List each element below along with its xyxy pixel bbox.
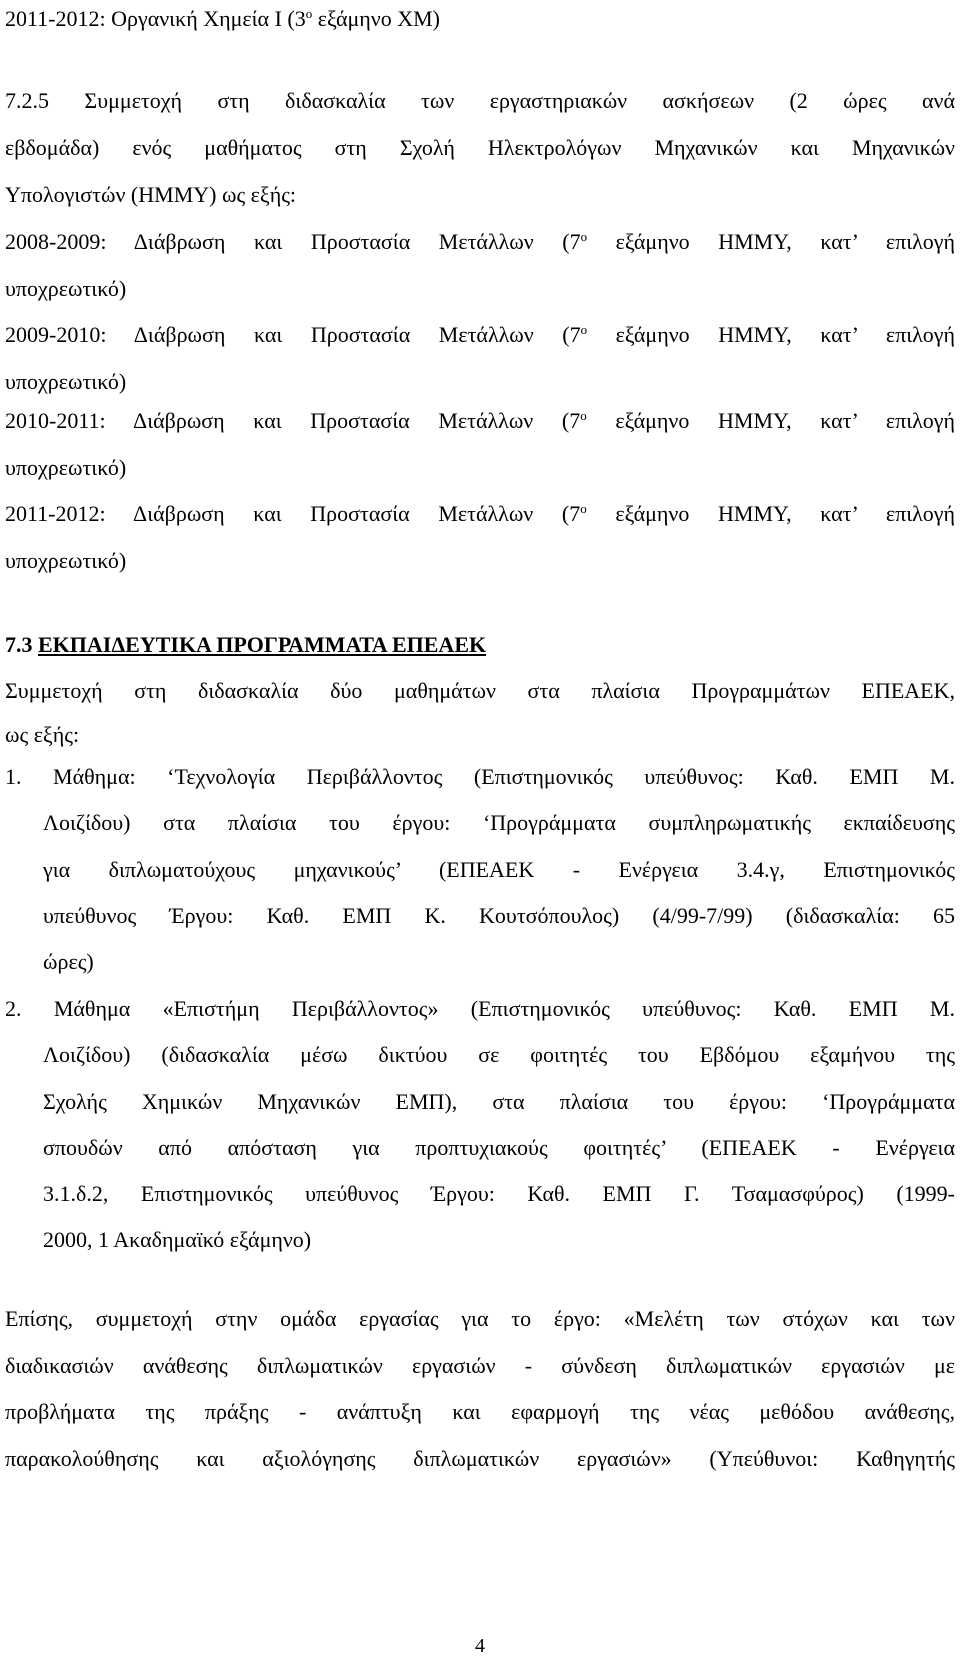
year-entry-continuation: υποχρεωτικό) <box>5 455 127 480</box>
course-item-1-line: υπεύθυνος Έργου: Καθ. ΕΜΠ Κ. Κουτσόπουλος) (4/99-7/99) (διδασκαλία: 65 <box>43 903 955 928</box>
course-item-2-line: Σχολής Χημικών Μηχανικών ΕΜΠ), στα πλαίσια του έργου: ‘Προγράμματα <box>43 1089 955 1114</box>
section-number: 7.3 <box>5 632 33 657</box>
course-item-2-line: 2000, 1 Ακαδημαϊκό εξάμηνο) <box>43 1227 312 1252</box>
course-item-2-line: 3.1.δ.2, Επιστημονικός υπεύθυνος Έργου: Καθ. ΕΜΠ Γ. Τσαμασφύρος) (1999- <box>43 1181 955 1206</box>
course-item-2-line: 2. Μάθημα «Επιστήμη Περιβάλλοντος» (Επιστημονικός υπεύθυνος: Καθ. ΕΜΠ Μ. <box>5 996 955 1021</box>
year-entry-continuation: υποχρεωτικό) <box>5 369 127 394</box>
course-item-1-line: ώρες) <box>43 949 94 974</box>
year-entry-continuation: υποχρεωτικό) <box>5 276 127 301</box>
closing-paragraph-line: Επίσης, συμμετοχή στην ομάδα εργασίας για το έργο: «Μελέτη των στόχων και των <box>5 1306 955 1331</box>
year-entry-line: 2008-2009: Διάβρωση και Προστασία Μετάλλων ($7^o$ εξάμηνο ΗΜΜΥ, κατ’ επιλογή <box>5 229 956 254</box>
semester-course-line <box>5 4 955 34</box>
course-text: 2011-2012: Οργανική Χημεία Ι (3 <box>5 6 306 31</box>
course-item-2-line: Λοιζίδου) (διδασκαλία μέσω δικτύου σε φοιτητές του Εβδόμου εξαμήνου της <box>43 1042 955 1067</box>
course-item-1-line: 1. Μάθημα: ‘Τεχνολογία Περιβάλλοντος (Επιστημονικός υπεύθυνος: Καθ. ΕΜΠ Μ. <box>5 764 955 789</box>
year-entry-line: 2009-2010: Διάβρωση και Προστασία Μετάλλων ($7^o$ εξάμηνο ΗΜΜΥ, κατ’ επιλογή <box>5 322 956 347</box>
course-item-1-line: για διπλωματούχους μηχανικούς’ (ΕΠΕΑΕΚ - Ενέργεια 3.4.γ, Επιστημονικός <box>43 857 955 882</box>
course-text: εξάμηνο ΧΜ) <box>312 6 440 31</box>
section-7-2-5-line: εβδομάδα) ενός μαθήματος στη Σχολή Ηλεκτρολόγων Μηχανικών και Μηχανικών <box>5 135 955 160</box>
course-item-2-line: σπουδών από απόσταση για προπτυχιακούς φοιτητές’ (ΕΠΕΑΕΚ - Ενέργεια <box>43 1135 955 1160</box>
closing-paragraph-line: παρακολούθησης και αξιολόγησης διπλωματικών εργασιών» (Υπεύθυνοι: Καθηγητής <box>5 1446 955 1471</box>
section-7-2-5-line: 7.2.5 Συμμετοχή στη διδασκαλία των εργαστηριακών ασκήσεων (2 ώρες ανά <box>5 88 955 113</box>
year-entry-line: 2011-2012: Διάβρωση και Προστασία Μετάλλων ($7^o$ εξάμηνο ΗΜΜΥ, κατ’ επιλογή <box>5 501 956 526</box>
year-entry-line: 2010-2011: Διάβρωση και Προστασία Μετάλλων ($7^o$ εξάμηνο ΗΜΜΥ, κατ’ επιλογή <box>5 408 956 433</box>
page-number: 4 <box>475 1635 485 1657</box>
section-7-3-intro-line: Συμμετοχή στη διδασκαλία δύο μαθημάτων στα πλαίσια Προγραμμάτων ΕΠΕΑΕΚ, <box>5 678 955 703</box>
course-item-1-line: Λοιζίδου) στα πλαίσια του έργου: ‘Προγράμματα συμπληρωματικής εκπαίδευσης <box>43 810 955 835</box>
section-title: ΕΚΠΑΙΔΕΥΤΙΚΑ ΠΡΟΓΡΑΜΜΑΤΑ ΕΠΕΑΕΚ <box>38 632 487 657</box>
year-entry-continuation: υποχρεωτικό) <box>5 548 127 573</box>
section-7-3-heading <box>5 630 955 660</box>
ordinal-superscript: ο <box>305 6 313 21</box>
section-7-2-5-line: Υπολογιστών (ΗΜΜΥ) ως εξής: <box>5 182 297 207</box>
section-7-3-intro-line: ως εξής: <box>5 722 80 747</box>
closing-paragraph-line: προβλήματα της πράξης - ανάπτυξη και εφαρμογή της νέας μεθόδου ανάθεσης, <box>5 1399 955 1424</box>
closing-paragraph-line: διαδικασιών ανάθεσης διπλωματικών εργασιών - σύνδεση διπλωματικών εργασιών με <box>5 1353 955 1378</box>
